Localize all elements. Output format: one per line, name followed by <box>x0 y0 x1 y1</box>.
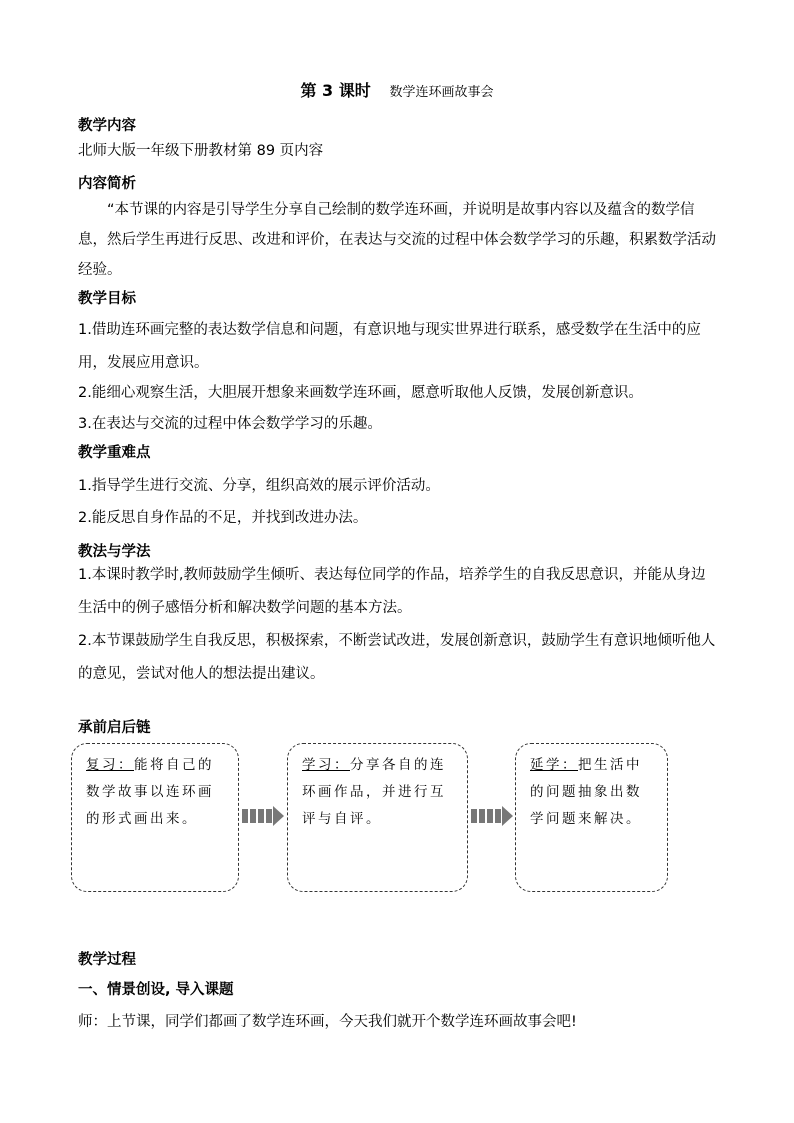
chain-text-review: 能将自己的数学故事以连环画的形式画出来。 <box>86 757 214 827</box>
arrow-right-icon <box>471 806 513 826</box>
lesson-topic: 数学连环画故事会 <box>389 85 494 100</box>
goal-3: 3.在表达与交流的过程中体会数学学习的乐趣。 <box>78 416 382 432</box>
arrow-right-icon <box>242 806 284 826</box>
page-title <box>0 78 794 101</box>
heading-methods: 教法与学法 <box>78 544 151 560</box>
summary-text: “本节课的内容是引导学生分享自己绘制的数学连环画，并说明是故事内容以及蕴含的数学信息，然后学生再进行反思、改进和评价，在表达与交流的过程中体会数学学习的乐趣，积累数学活动经验。 <box>78 202 716 278</box>
chain-label-extend: 延学： <box>530 757 578 773</box>
key-point-1: 1.指导学生进行交流、分享，组织高效的展示评价活动。 <box>78 478 440 494</box>
chain-box-review <box>71 743 239 892</box>
lesson-number: 第 3 课时 <box>300 81 371 100</box>
chain-label-learn: 学习： <box>302 757 350 773</box>
content-text: 北师大版一年级下册教材第 89 页内容 <box>78 143 324 159</box>
goal-1: 1.借助连环画完整的表达数学信息和问题，有意识地与现实世界进行联系，感受数学在生活中的应用，发展应用意识。 <box>78 322 701 371</box>
method-1: 1.本课时教学时,教师鼓励学生倾听、表达每位同学的作品，培养学生的自我反思意识，并能从身边生活中的例子感悟分析和解决数学问题的基本方法。 <box>78 567 706 616</box>
heading-process: 教学过程 <box>78 952 136 968</box>
heading-chain: 承前启后链 <box>78 720 151 736</box>
chain-text-learn: 分享各自的连环画作品，并进行互评与自评。 <box>302 757 446 827</box>
chain-box-learn <box>287 743 468 892</box>
method-2: 2.本节课鼓励学生自我反思，积极探索，不断尝试改进，发展创新意识，鼓励学生有意识地倾听他人的意见，尝试对他人的想法提出建议。 <box>78 633 716 682</box>
chain-box-extend <box>515 743 668 892</box>
heading-goals: 教学目标 <box>78 291 136 307</box>
heading-key-points: 教学重难点 <box>78 445 151 461</box>
step-1-text: 师：上节课，同学们都画了数学连环画，今天我们就开个数学连环画故事会吧! <box>78 1014 577 1030</box>
chain-label-review: 复习： <box>86 757 134 773</box>
goal-2: 2.能细心观察生活，大胆展开想象来画数学连环画，愿意听取他人反馈，发展创新意识。 <box>78 385 643 401</box>
key-point-2: 2.能反思自身作品的不足，并找到改进办法。 <box>78 510 368 526</box>
heading-content: 教学内容 <box>78 118 136 134</box>
heading-summary: 内容简析 <box>78 176 136 192</box>
step-1-heading: 一、情景创设, 导入课题 <box>78 982 234 998</box>
chain-text-extend: 把生活中的问题抽象出数学问题来解决。 <box>530 757 642 827</box>
